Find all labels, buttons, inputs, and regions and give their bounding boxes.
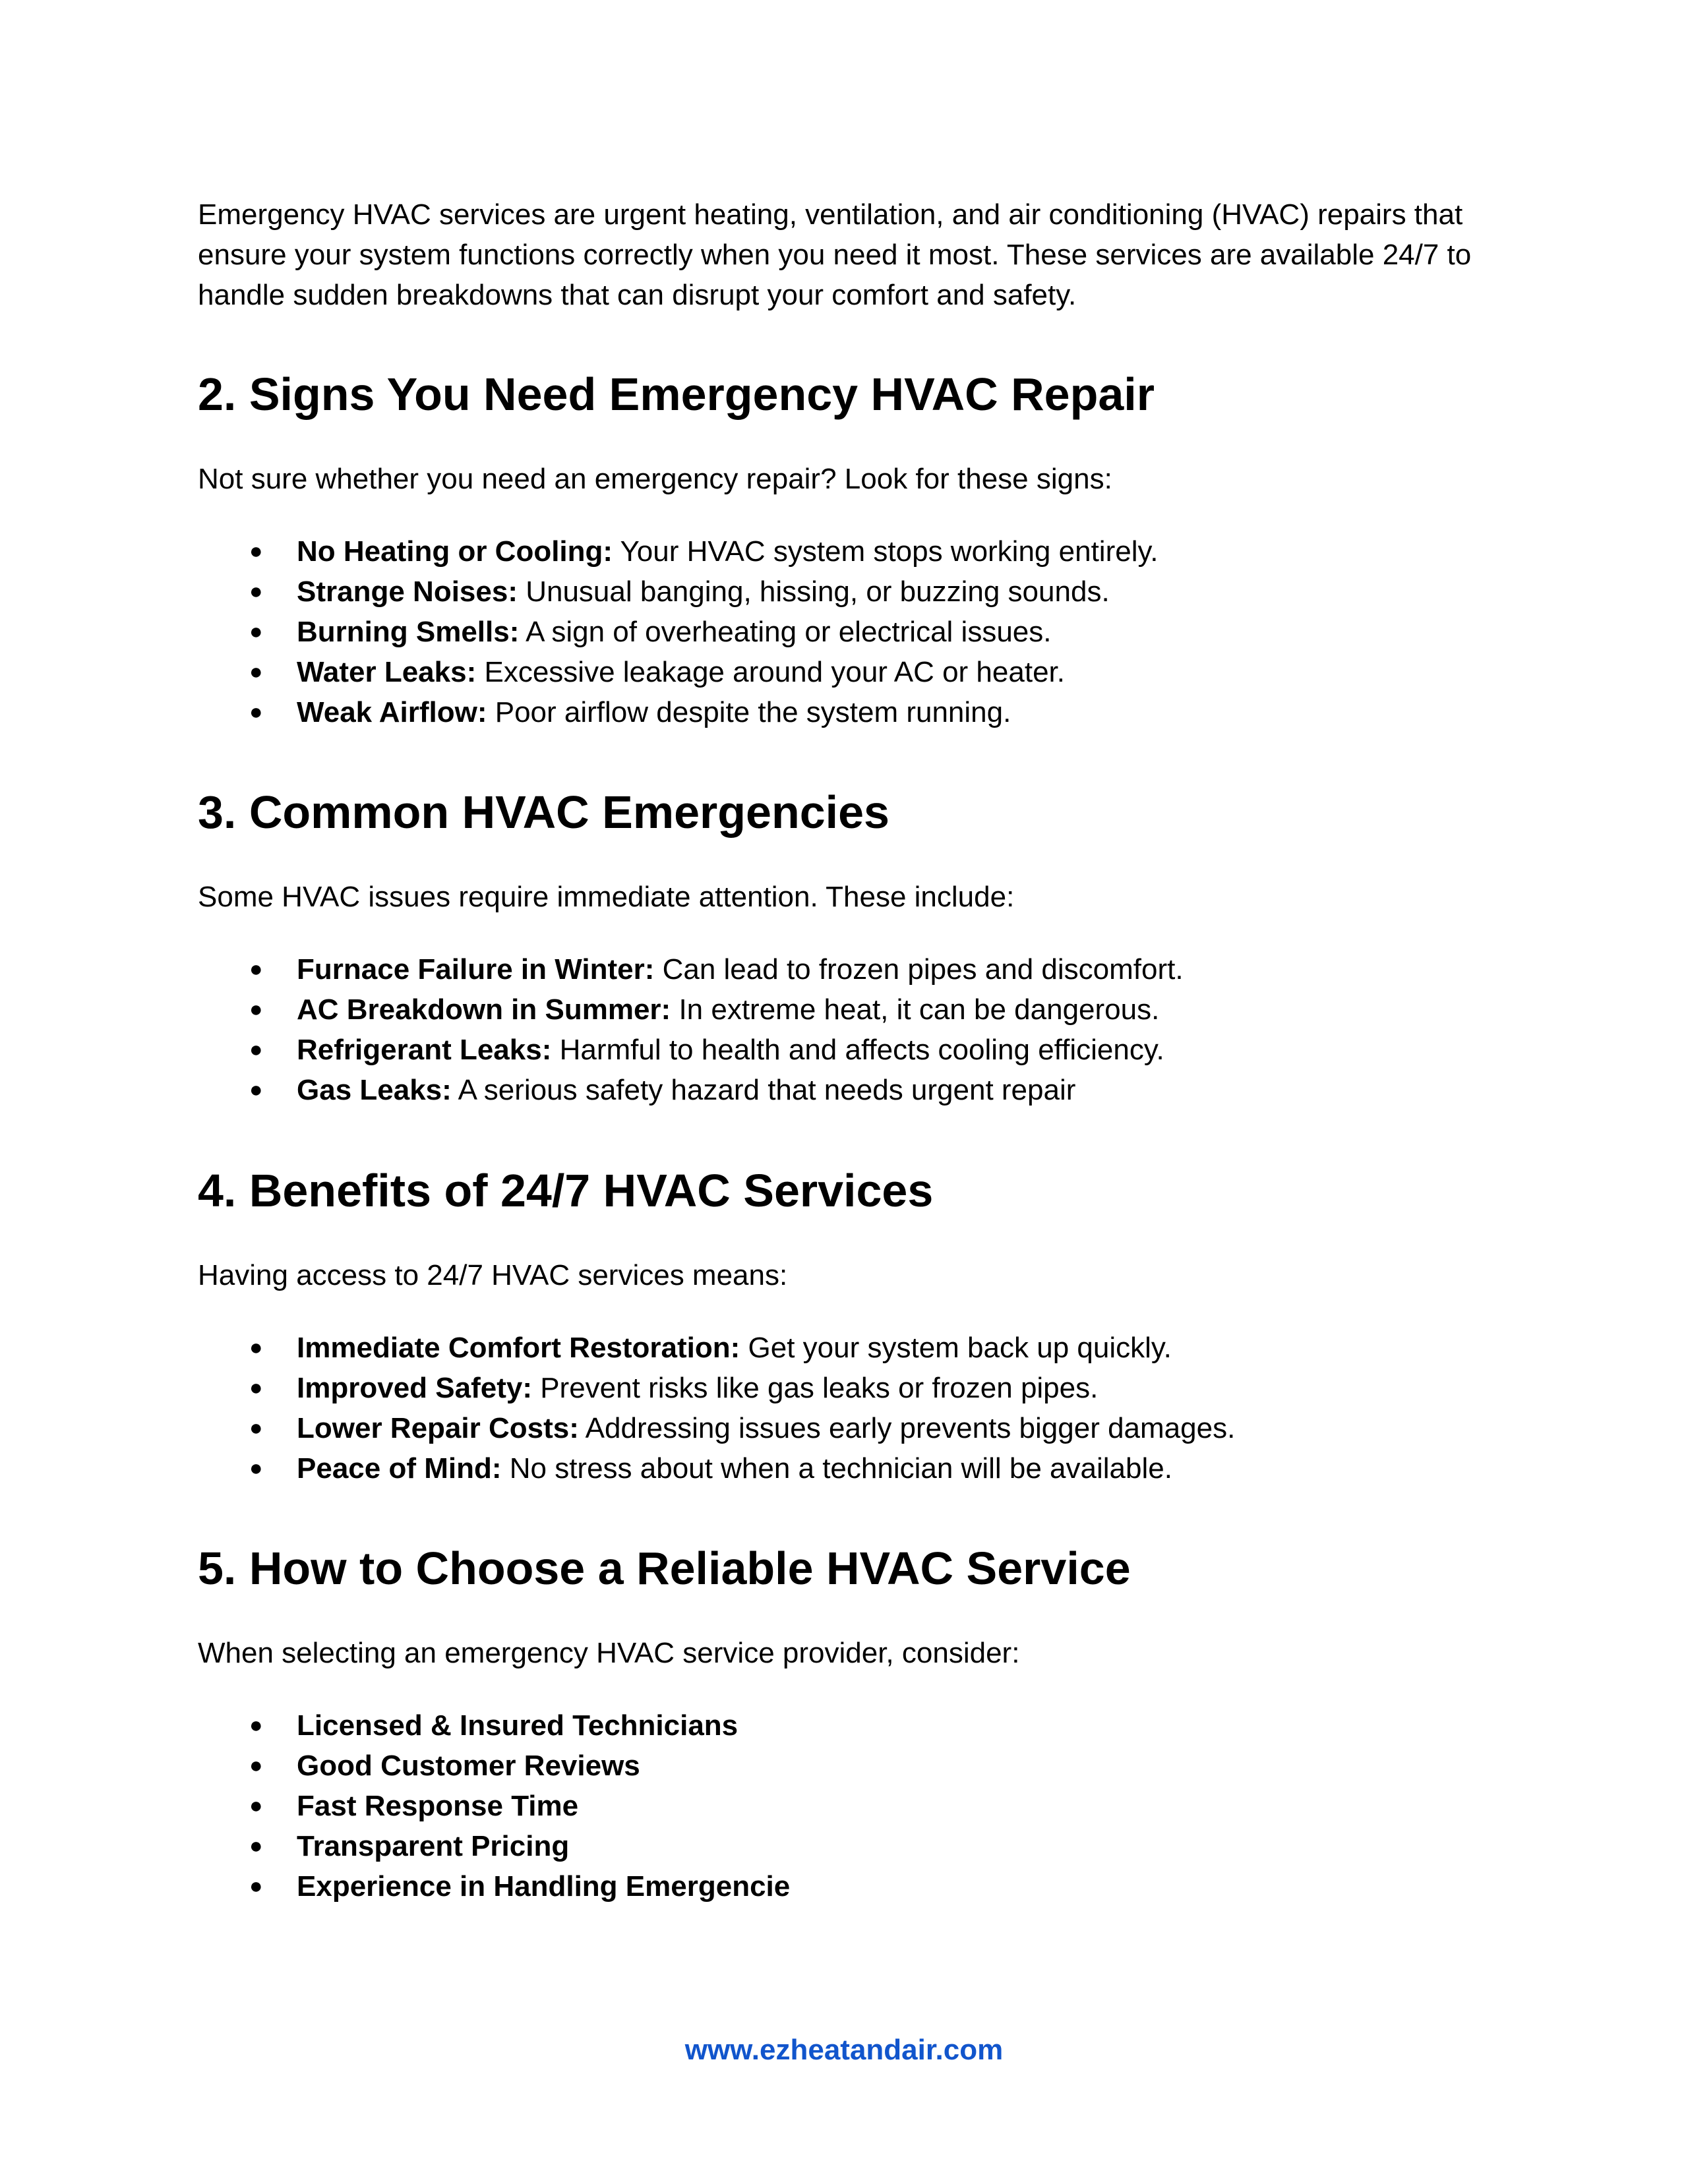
item-term: No Heating or Cooling: (297, 535, 613, 568)
section-heading: 2. Signs You Need Emergency HVAC Repair (198, 369, 1155, 420)
item-term: Transparent Pricing (297, 1830, 570, 1862)
section-lead: Not sure whether you need an emergency repair? Look for these signs: (198, 463, 1112, 495)
item-term: Furnace Failure in Winter: (297, 953, 655, 986)
item-text: Poor airflow despite the system running. (487, 696, 1011, 728)
item-text: Your HVAC system stops working entirely. (613, 535, 1159, 568)
bullet-list (198, 1328, 1235, 1489)
item-term: Weak Airflow: (297, 696, 487, 728)
item-text: A serious safety hazard that needs urgent repair (451, 1074, 1076, 1106)
section-heading: 3. Common HVAC Emergencies (198, 786, 889, 838)
list-item (198, 612, 1158, 652)
item-term: Gas Leaks: (297, 1074, 452, 1106)
list-item (198, 1866, 790, 1906)
website-link[interactable]: www.ezheatandair.com (684, 2034, 1004, 2066)
bullet-icon: ● (249, 1753, 263, 1778)
item-term: AC Breakdown in Summer: (297, 993, 671, 1026)
item-term: Immediate Comfort Restoration: (297, 1332, 740, 1364)
list-item (198, 1705, 790, 1746)
section-choose (198, 1541, 1517, 1903)
item-text: No stress about when a technician will be available. (501, 1452, 1172, 1485)
list-item (198, 989, 1184, 1030)
bullet-icon: ● (249, 1793, 263, 1818)
bullet-list (198, 949, 1184, 1110)
item-text: Excessive leakage around your AC or heater. (476, 656, 1065, 688)
list-item (198, 1826, 790, 1866)
item-text: Harmful to health and affects cooling efficiency. (551, 1034, 1164, 1066)
item-term: Peace of Mind: (297, 1452, 502, 1485)
item-term: Burning Smells: (297, 616, 520, 648)
list-item (198, 1328, 1235, 1368)
section-lead: Some HVAC issues require immediate attention. These include: (198, 881, 1015, 913)
bullet-icon: ● (249, 619, 263, 644)
bullet-icon: ● (249, 1375, 263, 1400)
bullet-icon: ● (249, 699, 263, 724)
item-text: Can lead to frozen pipes and discomfort. (654, 953, 1184, 986)
list-item (198, 949, 1184, 989)
intro-paragraph: Emergency HVAC services are urgent heating, ventilation, and air conditioning (HVAC) repairs that ensure your system functions correctly when you need it most. These services are available 24/7 to handle sudden breakdowns that can disrupt your comfort and safety. (198, 198, 1472, 311)
list-item (198, 1408, 1235, 1448)
bullet-icon: ● (249, 1335, 263, 1360)
list-item (198, 652, 1158, 692)
list-item (198, 1746, 790, 1786)
section-heading: 5. How to Choose a Reliable HVAC Service (198, 1543, 1131, 1594)
bullet-icon: ● (249, 1037, 263, 1062)
bullet-icon: ● (249, 1415, 263, 1440)
list-item (198, 1030, 1184, 1070)
bullet-icon: ● (249, 957, 263, 982)
item-term: Improved Safety: (297, 1372, 532, 1404)
bullet-icon: ● (249, 659, 263, 684)
bullet-icon: ● (249, 1874, 263, 1899)
section-emergencies (198, 784, 1517, 1106)
item-text: Prevent risks like gas leaks or frozen pipes. (531, 1372, 1099, 1404)
list-item (198, 1368, 1235, 1408)
list-item (198, 1070, 1184, 1110)
item-term: Water Leaks: (297, 656, 477, 688)
list-item (198, 692, 1158, 732)
bullet-list (198, 531, 1158, 732)
item-text: Get your system back up quickly. (740, 1332, 1172, 1364)
section-lead: When selecting an emergency HVAC service provider, consider: (198, 1637, 1020, 1669)
item-term: Experience in Handling Emergencie (297, 1870, 791, 1903)
item-term: Lower Repair Costs: (297, 1412, 579, 1444)
bullet-list (198, 1705, 790, 1906)
section-lead: Having access to 24/7 HVAC services means: (198, 1259, 788, 1291)
item-text: Addressing issues early prevents bigger damages. (578, 1412, 1236, 1444)
bullet-icon: ● (249, 1713, 263, 1738)
item-term: Fast Response Time (297, 1790, 579, 1822)
bullet-icon: ● (249, 539, 263, 564)
item-term: Refrigerant Leaks: (297, 1034, 552, 1066)
bullet-icon: ● (249, 1077, 263, 1102)
list-item (198, 572, 1158, 612)
item-text: In extreme heat, it can be dangerous. (671, 993, 1160, 1026)
item-text: A sign of overheating or electrical issues. (519, 616, 1052, 648)
item-term: Strange Noises: (297, 576, 518, 608)
list-item (198, 531, 1158, 572)
item-term: Good Customer Reviews (297, 1750, 640, 1782)
bullet-icon: ● (249, 1456, 263, 1481)
bullet-icon: ● (249, 997, 263, 1022)
section-benefits (198, 1163, 1517, 1485)
item-text: Unusual banging, hissing, or buzzing sounds. (517, 576, 1110, 608)
section-heading: 4. Benefits of 24/7 HVAC Services (198, 1165, 934, 1216)
list-item (198, 1448, 1235, 1489)
item-term: Licensed & Insured Technicians (297, 1709, 738, 1742)
bullet-icon: ● (249, 579, 263, 604)
bullet-icon: ● (249, 1833, 263, 1858)
section-signs (198, 367, 1517, 728)
list-item (198, 1786, 790, 1826)
